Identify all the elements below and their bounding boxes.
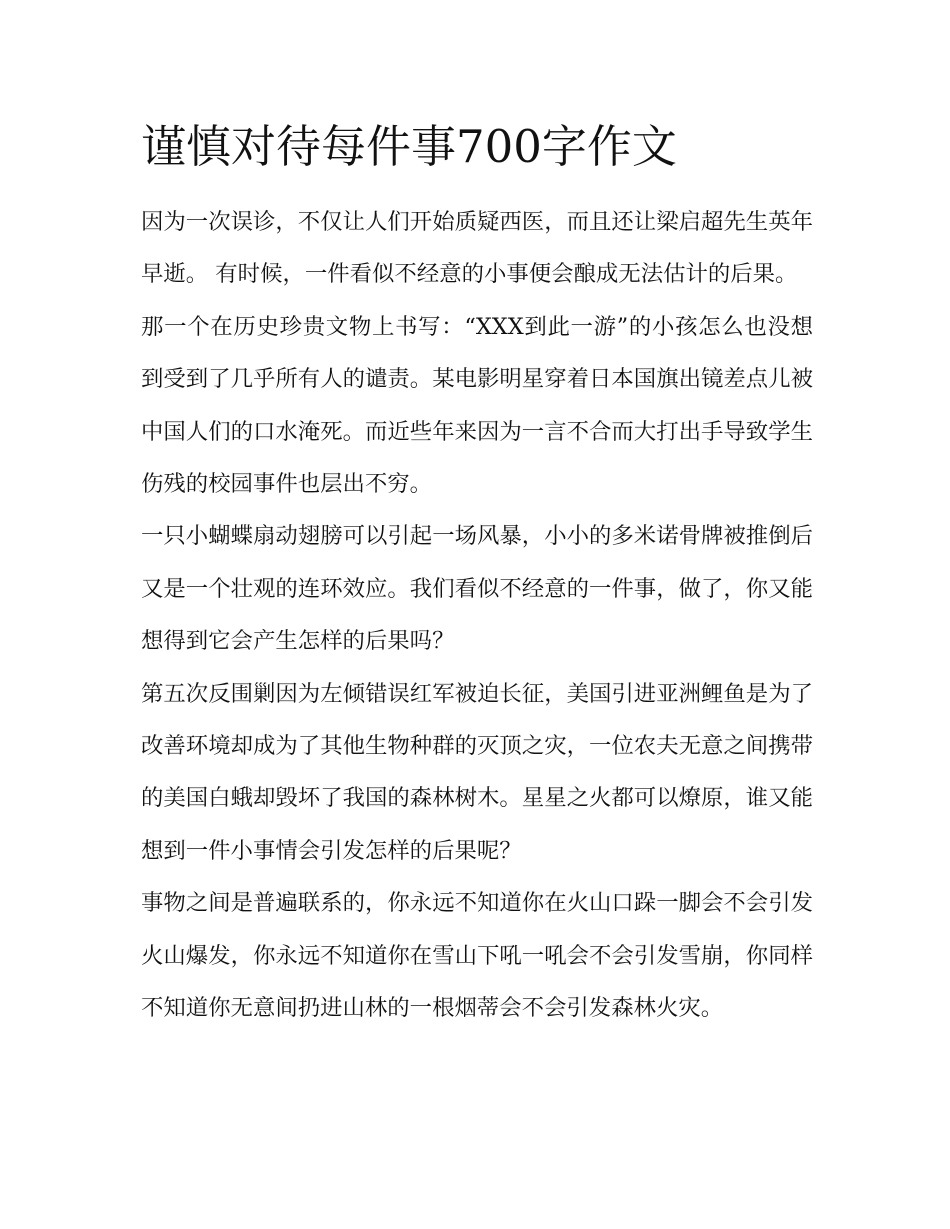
paragraph: 事物之间是普遍联系的，你永远不知道你在火山口跺一脚会不会引发火山爆发，你永远不知道你在雪山下吼一吼会不会引发雪崩，你同样不知道你无意间扔进山林的一根烟蒂会不会引发森林火灾。 — [141, 890, 813, 1022]
paragraph: 因为一次误诊，不仅让人们开始质疑西医，而且还让梁启超先生英年早逝。 有时候，一件看似不经意的小事便会酿成无法估计的后果。 — [141, 209, 813, 288]
paragraph: 第五次反围剿因为左倾错误红军被迫长征，美国引进亚洲鲤鱼是为了改善环境却成为了其他生物种群的灭顶之灾，一位农夫无意之间携带的美国白蛾却毁坏了我国的森林树木。星星之火都可以燎原，谁又能想到一件小事情会引发怎样的后果呢？ — [141, 680, 813, 864]
document-body — [141, 196, 813, 1035]
paragraph: 一只小蝴蝶扇动翅膀可以引起一场风暴，小小的多米诺骨牌被推倒后又是一个壮观的连环效应。我们看似不经意的一件事，做了，你又能想得到它会产生怎样的后果吗？ — [141, 523, 813, 655]
document-title: 谨慎对待每件事700字作文 — [141, 120, 677, 173]
paragraph: 那一个在历史珍贵文物上书写：“XXX到此一游”的小孩怎么也没想到受到了几乎所有人的谴责。某电影明星穿着日本国旗出镜差点儿被中国人们的口水淹死。而近些年来因为一言不合而大打出手导致学生伤残的校园事件也层出不穷。 — [141, 313, 813, 498]
